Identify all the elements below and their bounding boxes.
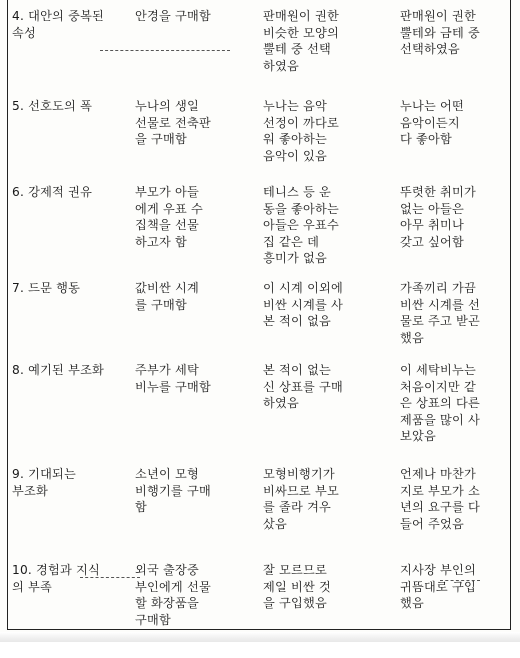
purchase-cell — [121, 90, 251, 178]
purchase-cell — [121, 178, 251, 274]
dissonance-table — [8, 0, 512, 658]
table-row — [8, 90, 512, 178]
purchase-cell — [121, 0, 251, 90]
high-dissonance-text: 이 시계 이외에 비싼 시계를 사 본 적이 없음 — [263, 281, 343, 328]
high-dissonance-text: 판매원이 권한 비슷한 모양의 뿔테 중 선택 하였음 — [263, 9, 339, 73]
scan-dash-mark — [440, 580, 480, 581]
purchase-cell — [121, 352, 251, 458]
category-cell — [8, 90, 121, 178]
purchase-text: 값비싼 시계 를 구매함 — [135, 281, 199, 312]
purchase-text: 주부가 세탁 비누를 구매함 — [135, 363, 211, 394]
scan-dash-mark — [80, 577, 140, 578]
low-dissonance-cell — [386, 0, 512, 90]
purchase-text: 누나의 생일 선물로 전축판 을 구매함 — [135, 99, 211, 146]
high-dissonance-cell — [251, 352, 386, 458]
low-dissonance-cell — [386, 352, 512, 458]
scan-edge — [0, 632, 520, 642]
purchase-text: 소년이 모형 비행기를 구매 함 — [135, 467, 211, 514]
category-text: 4. 대안의 중복된 속성 — [12, 9, 105, 40]
low-dissonance-text: 언제나 마찬가 지로 부모가 소 년의 요구를 다 들어 주었음 — [400, 467, 480, 531]
table-row — [8, 274, 512, 352]
high-dissonance-cell — [251, 178, 386, 274]
low-dissonance-text: 지사장 부인의 귀뜸대로 구입 했음 — [400, 563, 476, 610]
high-dissonance-text: 모형비행기가 비싸므로 부모 를 졸라 겨우 샀음 — [263, 467, 339, 531]
category-text: 5. 선호도의 폭 — [12, 99, 93, 113]
high-dissonance-text: 잘 모르므로 제일 비싼 것 을 구입했음 — [263, 563, 332, 610]
category-text: 9. 기대되는 부조화 — [12, 467, 76, 498]
purchase-cell — [121, 274, 251, 352]
category-cell — [8, 178, 121, 274]
category-text: 10. 경험과 지식 의 부족 — [12, 563, 100, 594]
table-row — [8, 178, 512, 274]
low-dissonance-cell — [386, 178, 512, 274]
table-row — [8, 458, 512, 550]
table-frame — [7, 0, 511, 630]
category-cell — [8, 274, 121, 352]
scan-dash-mark — [100, 50, 230, 51]
category-cell — [8, 458, 121, 550]
low-dissonance-text: 판매원이 권한 뿔테와 금테 중 선택하였음 — [400, 9, 480, 56]
table-row — [8, 352, 512, 458]
low-dissonance-cell — [386, 90, 512, 178]
low-dissonance-cell — [386, 274, 512, 352]
low-dissonance-cell — [386, 458, 512, 550]
high-dissonance-text: 누나는 음악 선정이 까다로 워 좋아하는 음악이 있음 — [263, 99, 339, 163]
low-dissonance-text: 누나는 어떤 음악이든지 다 좋아함 — [400, 99, 464, 146]
category-text: 7. 드문 행동 — [12, 281, 81, 295]
category-text: 8. 예기된 부조화 — [12, 363, 105, 377]
high-dissonance-cell — [251, 0, 386, 90]
category-cell — [8, 0, 121, 90]
low-dissonance-text: 뚜렷한 취미가 없는 아들은 아무 취미나 갖고 싶어함 — [400, 185, 476, 249]
low-dissonance-text: 이 세탁비누는 처음이지만 같 은 상표의 다른 제품을 많이 사 보았음 — [400, 363, 480, 443]
table-row — [8, 0, 512, 90]
category-cell — [8, 352, 121, 458]
high-dissonance-cell — [251, 90, 386, 178]
high-dissonance-text: 본 적이 없는 신 상표를 구매 하였음 — [263, 363, 343, 410]
purchase-text: 부모가 아들 에게 우표 수 집책을 선물 하고자 함 — [135, 185, 204, 249]
category-text: 6. 강제적 권유 — [12, 185, 93, 199]
low-dissonance-text: 가족끼리 가끔 비싼 시계를 선 물로 주고 받곤 했음 — [400, 281, 480, 345]
purchase-text: 안경을 구매함 — [135, 9, 211, 23]
high-dissonance-text: 테니스 등 운 동을 좋아하는 아들은 우표수 집 같은 데 흥미가 없음 — [263, 185, 339, 265]
high-dissonance-cell — [251, 274, 386, 352]
purchase-text: 외국 출장중 부인에게 선물 할 화장품을 구매함 — [135, 563, 211, 627]
high-dissonance-cell — [251, 458, 386, 550]
purchase-cell — [121, 458, 251, 550]
